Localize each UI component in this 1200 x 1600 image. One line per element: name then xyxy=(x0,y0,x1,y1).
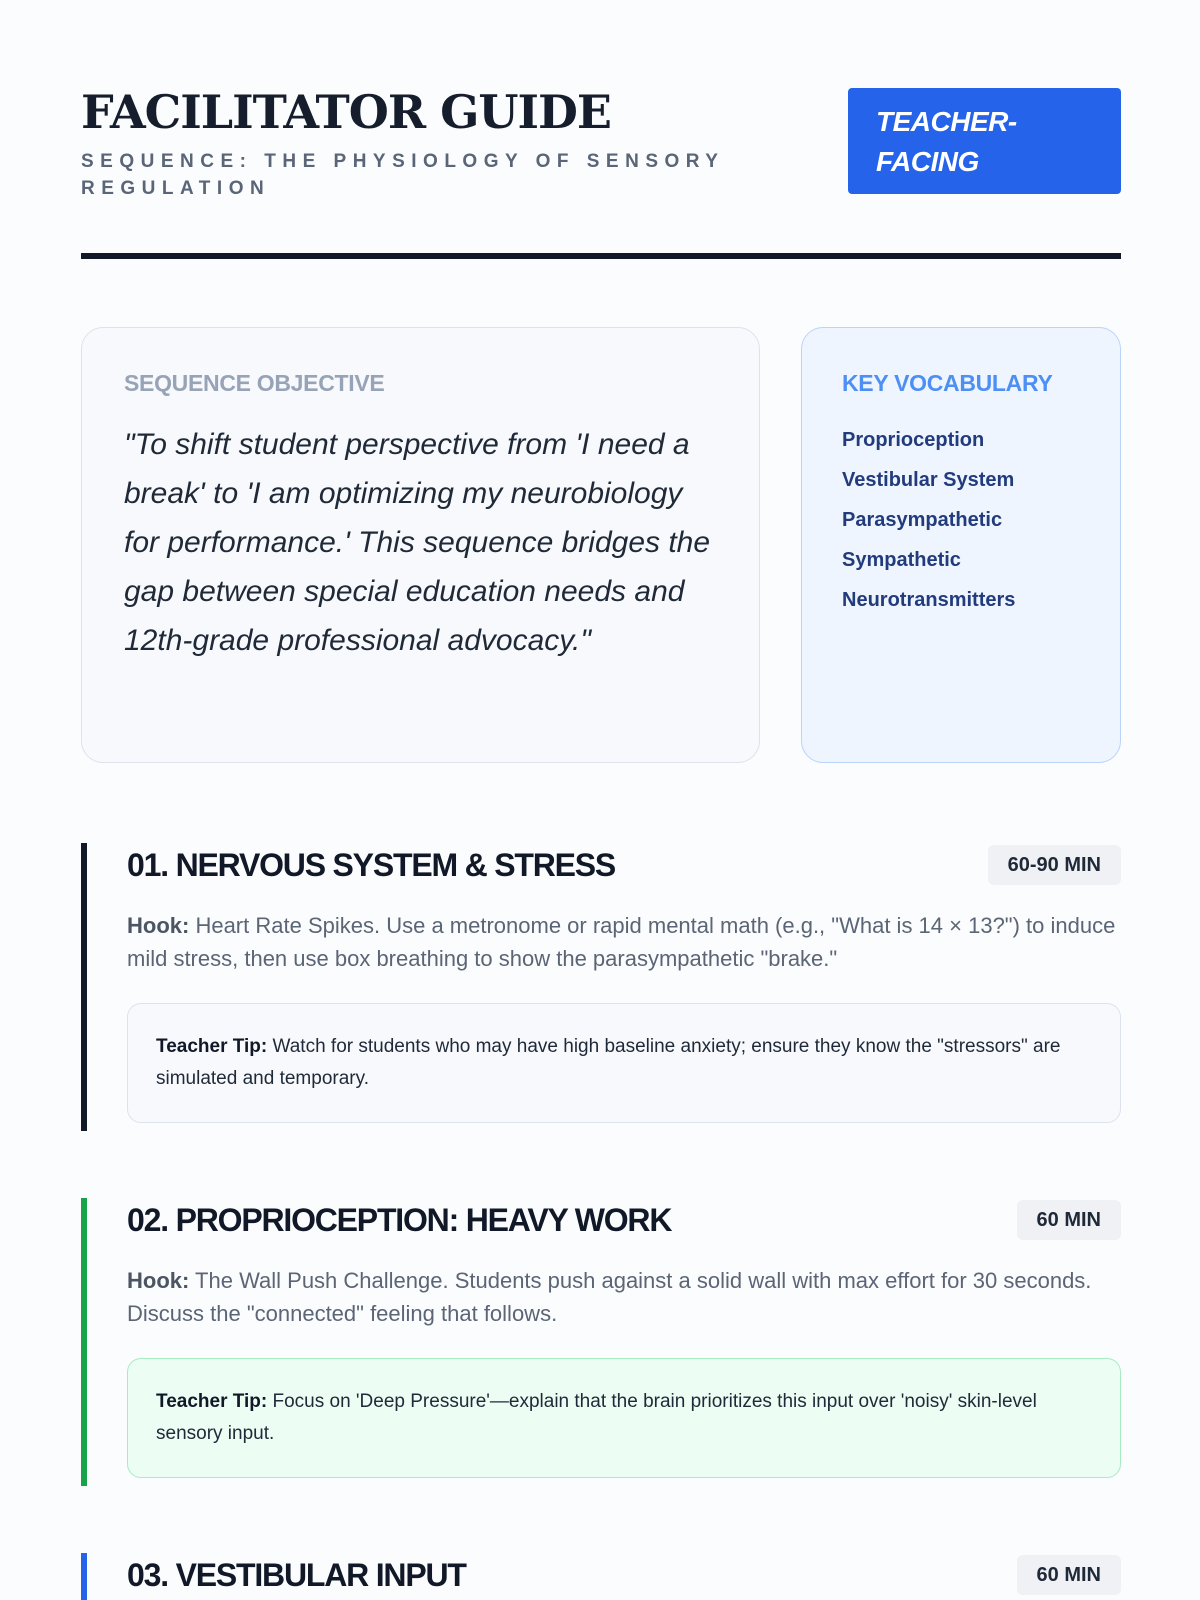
teacher-tip xyxy=(127,1003,1121,1123)
hook-text: Heart Rate Spikes. Use a metronome or rapid mental math (e.g., "What is 14 × 13?") to induce mild stress, then use box breathing to show the parasympathetic "brake." xyxy=(127,913,1116,971)
duration-badge: 60-90 MIN xyxy=(988,845,1121,885)
teacher-tip xyxy=(127,1358,1121,1478)
duration-badge: 60 MIN xyxy=(1017,1555,1121,1595)
section-hook xyxy=(127,909,1121,975)
section-title: 02. PROPRIOCEPTION: HEAVY WORK xyxy=(127,1202,672,1238)
vocabulary-item: Vestibular System xyxy=(842,469,1015,491)
section-header xyxy=(127,1198,1121,1242)
section-hook xyxy=(127,1264,1121,1330)
duration-badge: 60 MIN xyxy=(1017,1200,1121,1240)
vocabulary-item: Sympathetic xyxy=(842,549,961,571)
section-title: 01. NERVOUS SYSTEM & STRESS xyxy=(127,847,616,883)
section-accent-bar xyxy=(81,1553,87,1600)
section-proprioception xyxy=(81,1198,1121,1486)
vocabulary-item: Proprioception xyxy=(842,429,985,451)
vocabulary-item: Parasympathetic xyxy=(842,509,1003,531)
key-vocabulary-panel xyxy=(801,327,1121,763)
section-header xyxy=(127,1553,1121,1597)
sequence-objective-panel xyxy=(81,327,760,763)
teacher-facing-badge: TEACHER-FACING xyxy=(848,88,1121,194)
tip-label: Teacher Tip: xyxy=(156,1391,268,1412)
page-subtitle: SEQUENCE: THE PHYSIOLOGY OF SENSORY REGULATION xyxy=(81,151,725,199)
vocabulary-list xyxy=(842,420,1090,620)
hook-label: Hook: xyxy=(127,1268,190,1293)
section-header xyxy=(127,843,1121,887)
tip-label: Teacher Tip: xyxy=(156,1036,268,1057)
tip-text: Focus on 'Deep Pressure'—explain that the brain prioritizes this input over 'noisy' skin-level sensory input. xyxy=(156,1391,1037,1444)
section-vestibular xyxy=(81,1553,1121,1600)
tip-text: Watch for students who may have high baseline anxiety; ensure they know the "stressors" are simulated and temporary. xyxy=(156,1036,1061,1089)
guide-header xyxy=(81,84,1121,264)
vocabulary-item: Neurotransmitters xyxy=(842,589,1016,611)
section-accent-bar xyxy=(81,843,87,1131)
header-divider xyxy=(81,253,1121,259)
page-title: FACILITATOR GUIDE xyxy=(81,85,611,139)
section-accent-bar xyxy=(81,1198,87,1486)
vocabulary-label: KEY VOCABULARY xyxy=(842,370,1053,396)
hook-text: The Wall Push Challenge. Students push against a solid wall with max effort for 30 seconds. Discuss the "connected" feeling that follows. xyxy=(127,1268,1092,1326)
objective-quote: "To shift student perspective from 'I need a break' to 'I am optimizing my neurobiology for performance.' This sequence bridges the gap between special education needs and 12th-grade professional advocacy." xyxy=(124,428,711,657)
section-title: 03. VESTIBULAR INPUT xyxy=(127,1557,466,1593)
hook-label: Hook: xyxy=(127,913,190,938)
section-nervous-system xyxy=(81,843,1121,1131)
objective-label: SEQUENCE OBJECTIVE xyxy=(124,370,385,396)
